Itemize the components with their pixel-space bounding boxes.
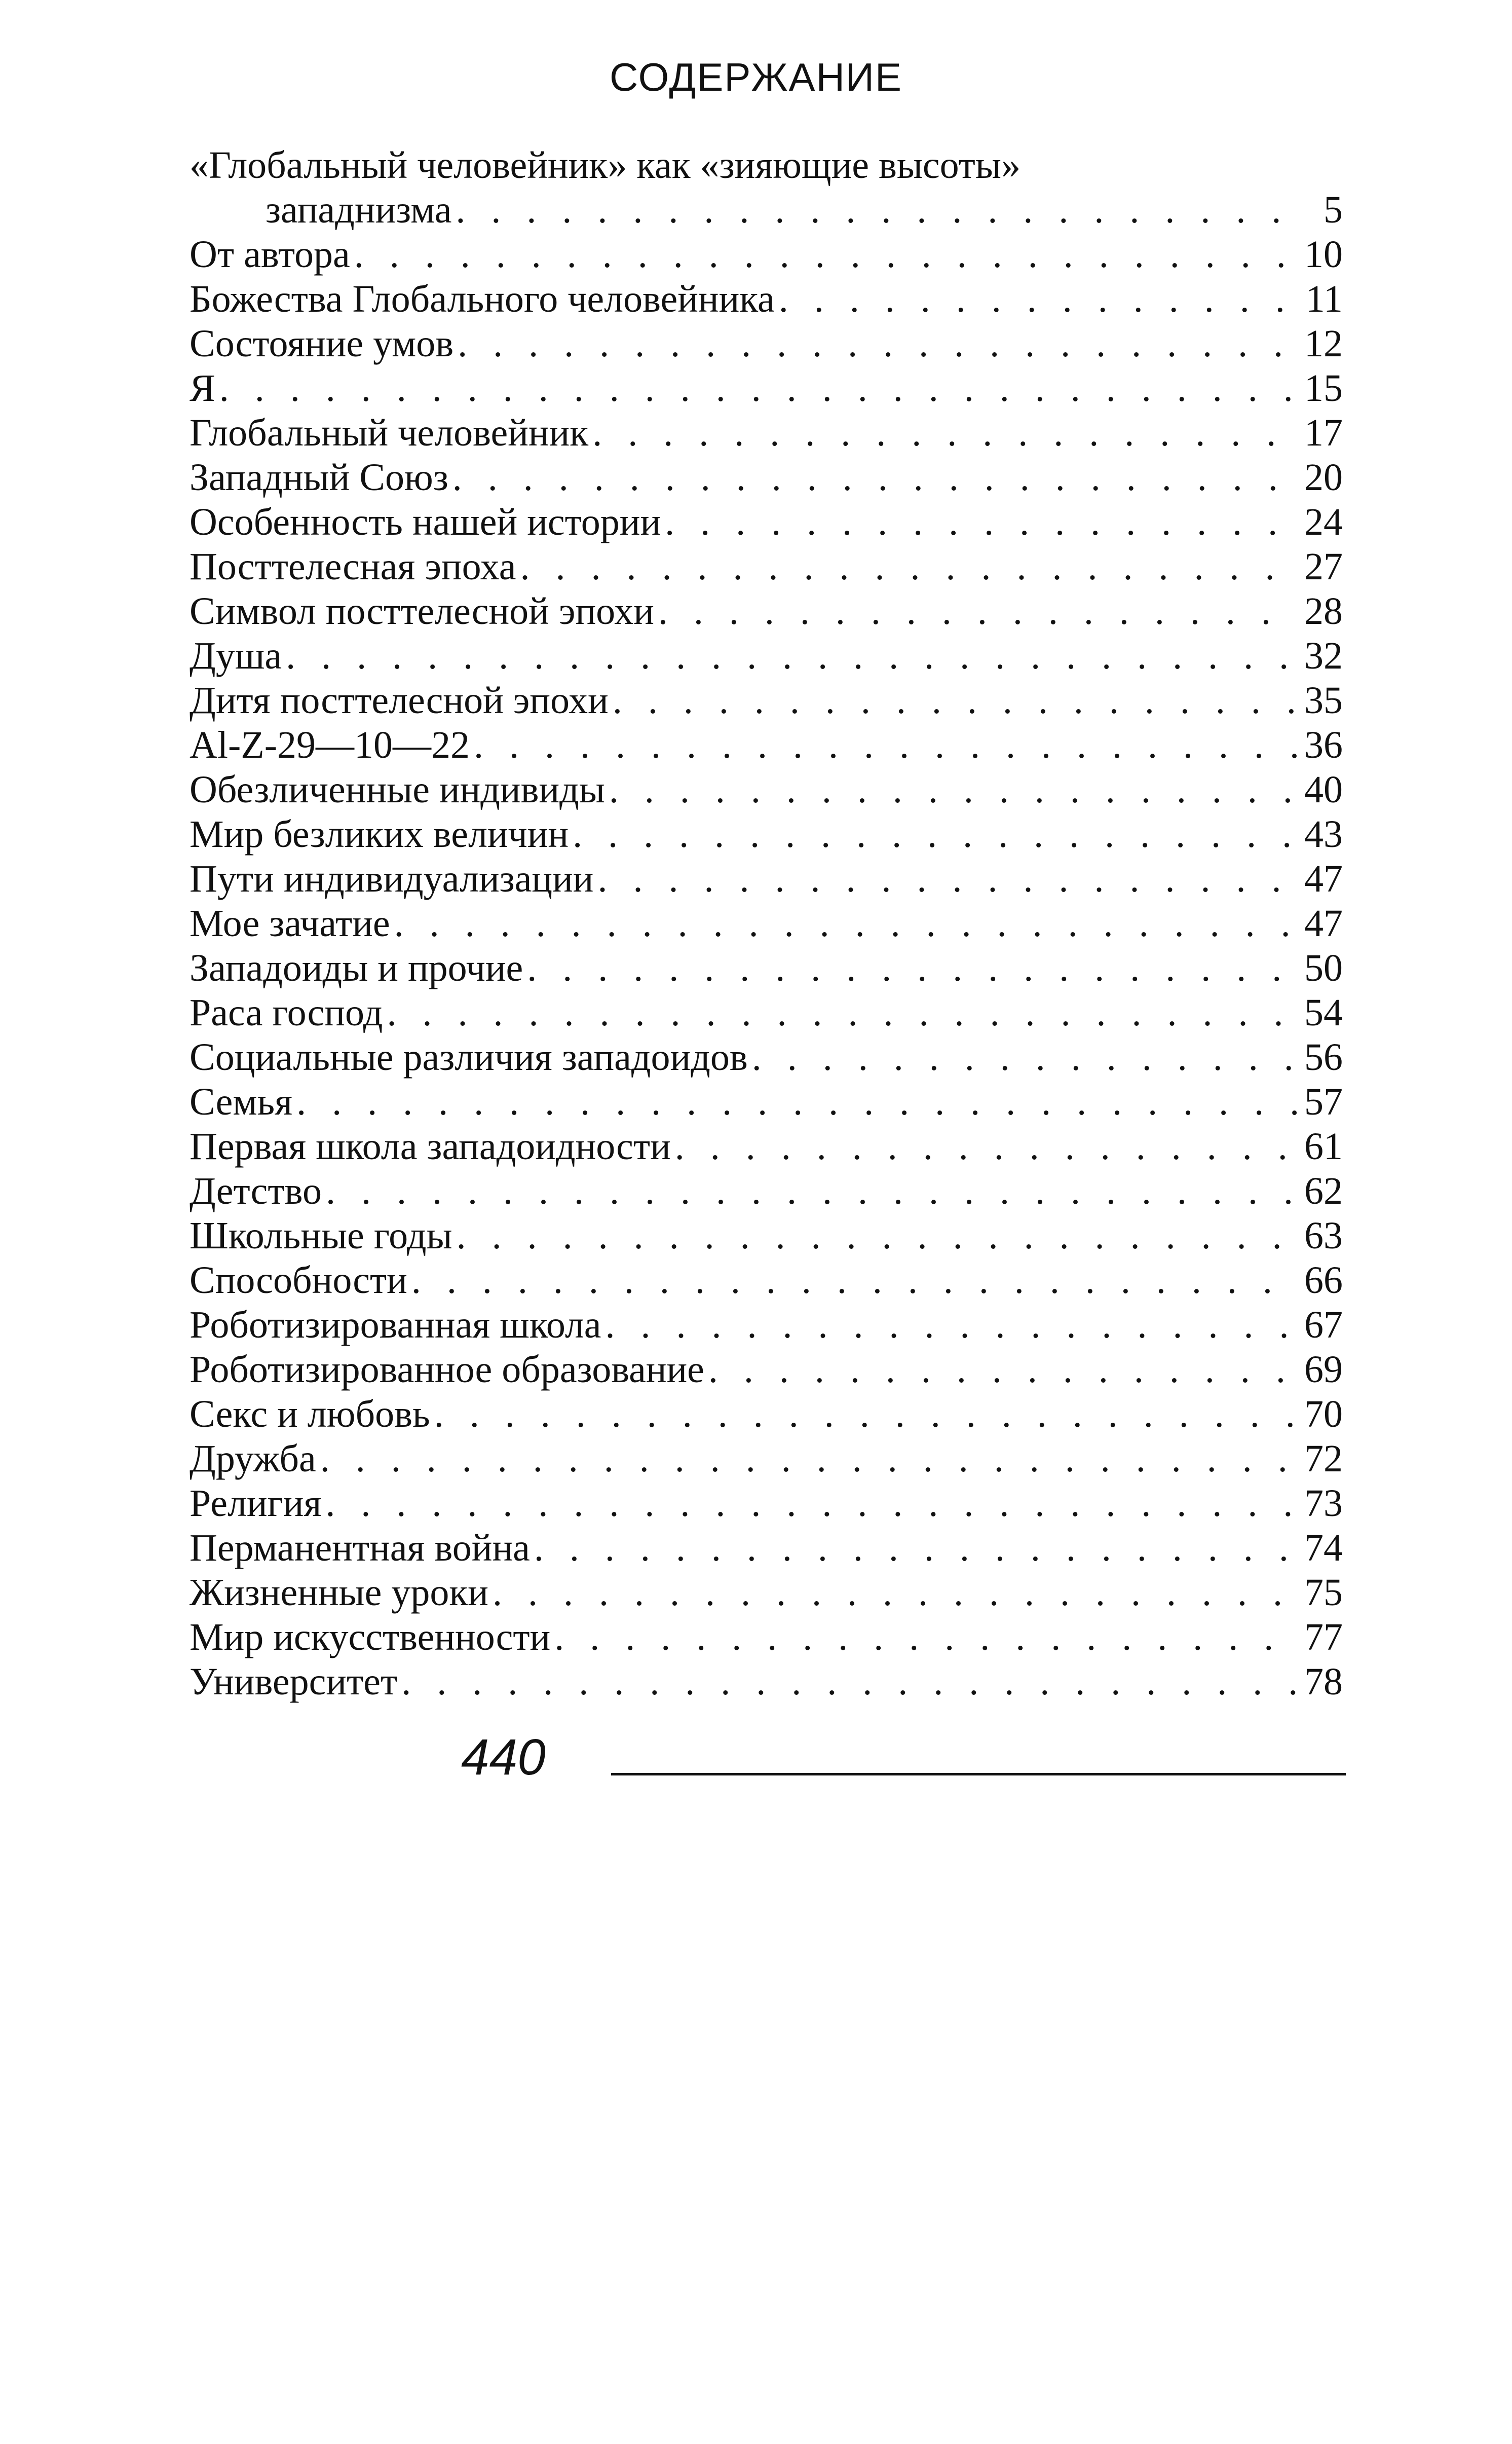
toc-entry-title: Детство bbox=[190, 1170, 322, 1212]
dot-leader bbox=[779, 277, 1299, 321]
dot-leader bbox=[554, 1615, 1297, 1659]
toc-entry bbox=[190, 812, 1343, 857]
toc-entry-page: 50 bbox=[1304, 947, 1343, 989]
dot-leader bbox=[534, 1526, 1297, 1570]
table-of-contents bbox=[190, 143, 1343, 1704]
dot-leader bbox=[458, 321, 1297, 366]
toc-entry-page: 40 bbox=[1304, 768, 1343, 811]
toc-entry-page: 32 bbox=[1304, 635, 1343, 677]
toc-entry-page: 70 bbox=[1304, 1393, 1343, 1435]
toc-entry bbox=[190, 1659, 1343, 1704]
toc-entry-title: Роботизированная школа bbox=[190, 1304, 601, 1346]
toc-entry bbox=[190, 901, 1343, 946]
toc-entry bbox=[190, 500, 1343, 544]
toc-entry bbox=[190, 1481, 1343, 1526]
toc-entry-page: 61 bbox=[1304, 1125, 1343, 1168]
dot-leader bbox=[609, 767, 1297, 812]
toc-entry bbox=[190, 1080, 1343, 1124]
toc-entry-title: Мое зачатие bbox=[190, 902, 390, 945]
toc-entry bbox=[190, 634, 1343, 678]
dot-leader bbox=[354, 232, 1297, 277]
toc-entry bbox=[190, 1526, 1343, 1570]
dot-leader bbox=[325, 1481, 1297, 1526]
dot-leader bbox=[474, 723, 1297, 767]
toc-entry bbox=[190, 544, 1343, 589]
toc-entry-title: Семья bbox=[190, 1081, 293, 1123]
toc-entry bbox=[190, 1303, 1343, 1347]
toc-entry-page: 62 bbox=[1304, 1170, 1343, 1212]
toc-entry-title: Мир искусственности bbox=[190, 1616, 551, 1658]
toc-entry-title: Посттелесная эпоха bbox=[190, 545, 516, 588]
dot-leader bbox=[394, 901, 1297, 946]
toc-entry bbox=[190, 767, 1343, 812]
toc-entry-title: Университет bbox=[190, 1660, 398, 1703]
toc-entry-page: 47 bbox=[1304, 858, 1343, 900]
toc-entry-page: 63 bbox=[1304, 1214, 1343, 1257]
toc-entry-title: Школьные годы bbox=[190, 1214, 452, 1257]
toc-entry bbox=[190, 188, 1343, 232]
toc-entry-title: Дружба bbox=[190, 1437, 316, 1480]
toc-entry-title: Мир безликих величин bbox=[190, 813, 569, 856]
toc-entry bbox=[190, 1258, 1343, 1303]
dot-leader bbox=[401, 1659, 1297, 1704]
toc-entry-page: 66 bbox=[1304, 1259, 1343, 1302]
toc-entry bbox=[190, 857, 1343, 901]
toc-entry-page: 78 bbox=[1304, 1660, 1343, 1703]
dot-leader bbox=[457, 1213, 1297, 1258]
toc-entry-page: 12 bbox=[1304, 322, 1343, 365]
toc-entry bbox=[190, 1347, 1343, 1392]
dot-leader bbox=[658, 589, 1297, 634]
dot-leader bbox=[752, 1035, 1297, 1080]
page-heading: СОДЕРЖАНИЕ bbox=[609, 55, 903, 99]
page-footer bbox=[0, 1729, 1512, 1785]
toc-entry-page: 20 bbox=[1304, 456, 1343, 499]
toc-entry-page: 74 bbox=[1304, 1527, 1343, 1569]
dot-leader bbox=[296, 1080, 1297, 1124]
toc-entry-title: Символ посттелесной эпохи bbox=[190, 590, 654, 633]
dot-leader bbox=[320, 1436, 1297, 1481]
toc-entry bbox=[190, 321, 1343, 366]
toc-entry-title-line bbox=[190, 143, 1343, 188]
dot-leader bbox=[708, 1347, 1297, 1392]
toc-entry bbox=[190, 411, 1343, 455]
toc-entry-title-continuation: западнизма bbox=[266, 189, 452, 231]
toc-entry-title: Секс и любовь bbox=[190, 1393, 430, 1435]
toc-entry-page: 75 bbox=[1304, 1571, 1343, 1614]
toc-entry-title: Западоиды и прочие bbox=[190, 947, 523, 989]
toc-entry bbox=[190, 723, 1343, 767]
dot-leader bbox=[597, 857, 1297, 901]
toc-entry bbox=[190, 1169, 1343, 1213]
toc-entry bbox=[190, 366, 1343, 411]
dot-leader bbox=[675, 1124, 1297, 1169]
footer-rule bbox=[611, 1773, 1346, 1775]
toc-entry-title: Я bbox=[190, 367, 215, 410]
toc-entry-page: 36 bbox=[1304, 724, 1343, 766]
toc-entry-page: 77 bbox=[1304, 1616, 1343, 1658]
toc-entry-title: Пути индивидуализации bbox=[190, 858, 594, 900]
toc-entry-page: 54 bbox=[1304, 991, 1343, 1034]
dot-leader bbox=[527, 946, 1297, 990]
dot-leader bbox=[456, 188, 1305, 232]
toc-entry-page: 47 bbox=[1304, 902, 1343, 945]
dot-leader bbox=[613, 678, 1297, 723]
toc-entry-title: Способности bbox=[190, 1259, 407, 1302]
toc-entry-page: 56 bbox=[1304, 1036, 1343, 1079]
toc-entry-page: 57 bbox=[1304, 1081, 1343, 1123]
toc-entry-title: Первая школа западоидности bbox=[190, 1125, 671, 1168]
toc-entry-page: 67 bbox=[1304, 1304, 1343, 1346]
toc-entry bbox=[190, 1124, 1343, 1169]
toc-entry bbox=[190, 678, 1343, 723]
toc-entry bbox=[190, 1615, 1343, 1659]
toc-entry bbox=[190, 589, 1343, 634]
page-number: 440 bbox=[461, 1729, 546, 1786]
dot-leader bbox=[387, 990, 1297, 1035]
toc-entry-title: Особенность нашей истории bbox=[190, 501, 661, 543]
toc-entry-title: Состояние умов bbox=[190, 322, 454, 365]
dot-leader bbox=[592, 411, 1297, 455]
toc-entry-title: Божества Глобального человейника bbox=[190, 278, 775, 320]
toc-entry bbox=[190, 990, 1343, 1035]
toc-entry-title: Социальные различия западоидов bbox=[190, 1036, 748, 1079]
toc-entry-title: От автора bbox=[190, 233, 350, 276]
toc-entry-page: 35 bbox=[1304, 679, 1343, 722]
toc-entry bbox=[190, 232, 1343, 277]
toc-entry-title: Обезличенные индивиды bbox=[190, 768, 605, 811]
toc-entry-page: 10 bbox=[1304, 233, 1343, 276]
dot-leader bbox=[452, 455, 1297, 500]
toc-entry-title: Перманентная война bbox=[190, 1527, 530, 1569]
toc-entry-page: 73 bbox=[1304, 1482, 1343, 1525]
toc-entry-title: Жизненные уроки bbox=[190, 1571, 488, 1614]
toc-entry-page: 72 bbox=[1304, 1437, 1343, 1480]
toc-entry-title: Al-Z-29—10—22 bbox=[190, 724, 470, 766]
toc-entry bbox=[190, 1392, 1343, 1436]
toc-entry bbox=[190, 1436, 1343, 1481]
dot-leader bbox=[219, 366, 1297, 411]
dot-leader bbox=[326, 1169, 1297, 1213]
toc-entry-page: 15 bbox=[1304, 367, 1343, 410]
toc-entry-title: Глобальный человейник bbox=[190, 412, 589, 454]
toc-entry-title: Западный Союз bbox=[190, 456, 448, 499]
dot-leader bbox=[606, 1303, 1297, 1347]
toc-entry-page: 27 bbox=[1304, 545, 1343, 588]
toc-entry-page: 43 bbox=[1304, 813, 1343, 856]
toc-entry-title: Дитя посттелесной эпохи bbox=[190, 679, 609, 722]
toc-entry-page: 5 bbox=[1324, 189, 1343, 231]
toc-entry bbox=[190, 946, 1343, 990]
toc-entry-page: 28 bbox=[1304, 590, 1343, 633]
toc-entry bbox=[190, 1035, 1343, 1080]
toc-entry-title: Раса господ bbox=[190, 991, 383, 1034]
toc-entry-page: 24 bbox=[1304, 501, 1343, 543]
dot-leader bbox=[411, 1258, 1297, 1303]
toc-entry-title: Религия bbox=[190, 1482, 322, 1525]
toc-entry-page: 69 bbox=[1304, 1348, 1343, 1391]
toc-entry bbox=[190, 277, 1343, 321]
dot-leader bbox=[665, 500, 1297, 544]
dot-leader bbox=[520, 544, 1297, 589]
dot-leader bbox=[286, 634, 1297, 678]
toc-entry bbox=[190, 455, 1343, 500]
dot-leader bbox=[493, 1570, 1297, 1615]
toc-entry-title: Роботизированное образование bbox=[190, 1348, 704, 1391]
dot-leader bbox=[573, 812, 1297, 857]
toc-entry bbox=[190, 1213, 1343, 1258]
toc-entry-page: 17 bbox=[1304, 412, 1343, 454]
toc-entry-page: 11 bbox=[1305, 278, 1343, 320]
toc-entry-title: Душа bbox=[190, 635, 282, 677]
toc-entry-title: «Глобальный человейник» как «зияющие высоты» bbox=[190, 144, 1020, 187]
dot-leader bbox=[434, 1392, 1297, 1436]
toc-entry bbox=[190, 1570, 1343, 1615]
